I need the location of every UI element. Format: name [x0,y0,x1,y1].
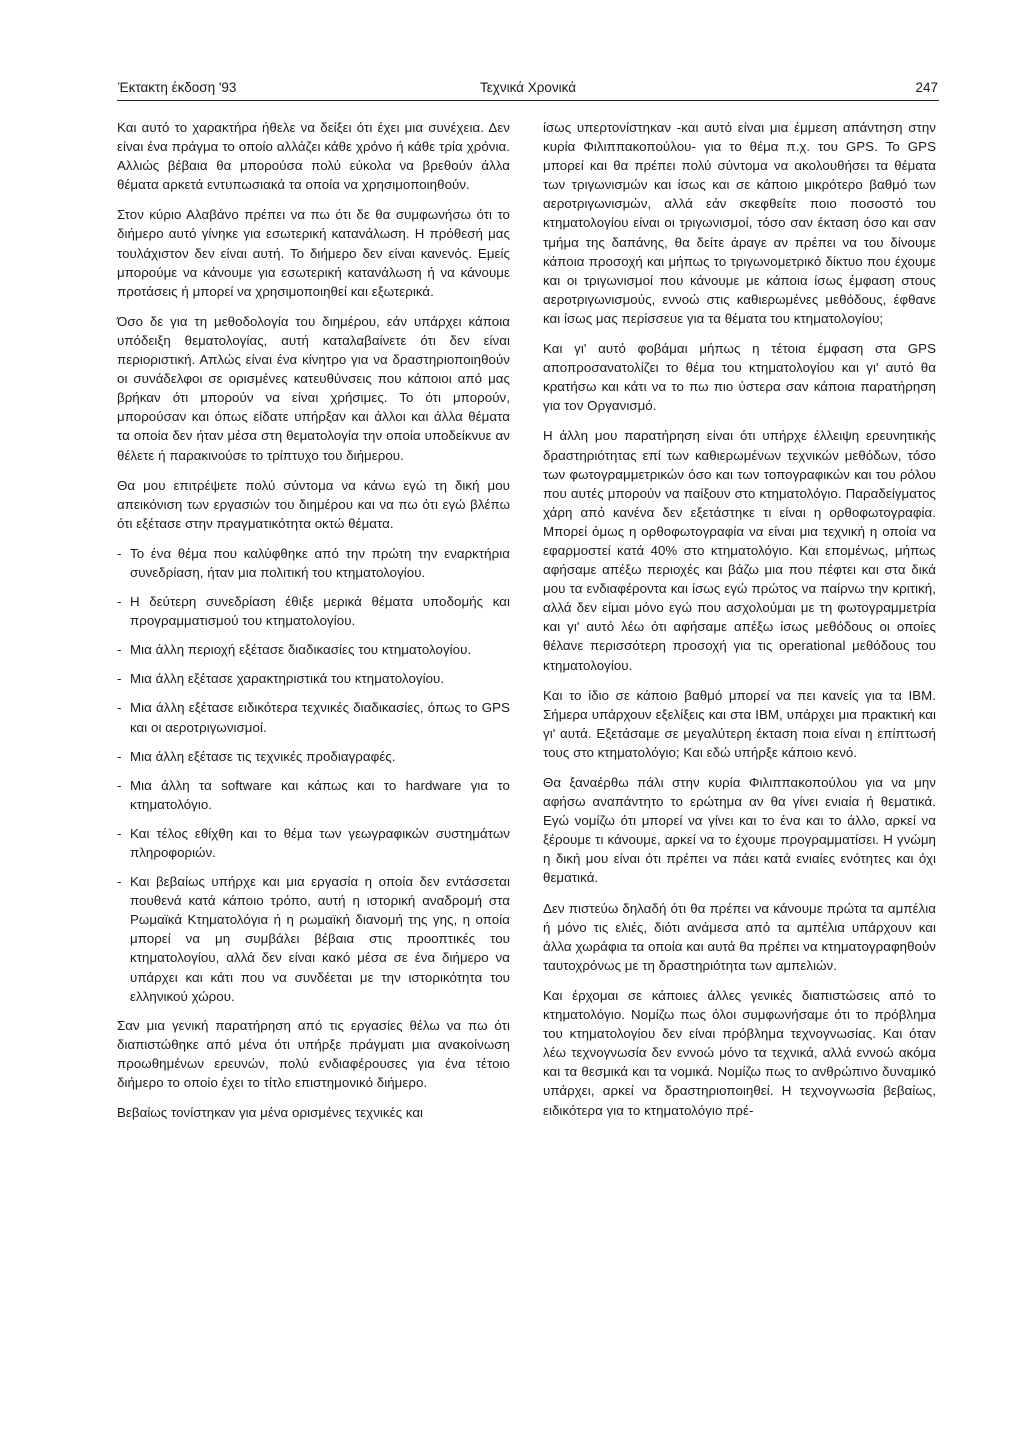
paragraph: Θα μου επιτρέψετε πολύ σύντομα να κάνω εγώ τη δική μου απεικόνιση των εργασιών του διημέρου και να πω ότι εγώ βλέπω ότι εξέτασε στην πραγματικότητα οκτώ θέματα. [117,477,510,531]
paragraph: Θα ξαναέρθω πάλι στην κυρία Φιλιππακοπούλου για να μην αφήσω αναπάντητο το ερώτημα αν θα γίνει ενιαία ή θεματικά. Εγώ νομίζω ότι μπορεί να γίνει και το ένα και το άλλο, αρκεί να ξέρουμε τι κάνουμε, αρκεί να το έχουμε προγραμματίσει. Η γνώμη η δική μου είναι ότι πρέπει να πάει κατά ενιαίες ενότητες και όχι θεματικά. [543,775,936,886]
list-item: - Μια άλλη εξέτασε ειδικότερα τεχνικές διαδικασίες, όπως το GPS και οι αεροτριγωνισμοί. [117,698,510,736]
header-rule [117,100,939,101]
list-item: - Μια άλλη τα software και κάπως και το hardware για το κτηματολόγιο. [117,776,510,814]
page-number: 247 [915,80,938,95]
paragraph: Και γι' αυτό φοβάμαι μήπως η τέτοια έμφαση στα GPS αποπροσανατολίζει το θέμα του κτηματολογίου και γι' αυτό θα κρατήσω και κάτι να το πω πιο ύστερα σαν κάποια παρατήρηση για τον Οργανισμό. [543,341,936,414]
paragraph: Η άλλη μου παρατήρηση είναι ότι υπήρχε έλλειψη ερευνητικής δραστηριότητας επί των καθιερωμένων τεχνικών μεθόδων, τόσο των φωτογραμμετρικών όσο και των τοπογραφικών και του ρόλου που αυτές μπορούν να παίξουν στο κτηματολόγιο. Παραδείγματος χάρη από κανένα δεν εξετάστηκε τι είναι η ορθοφωτογραφία. Μπορεί όμως η ορθοφωτογραφία να είναι μια τεχνική η οποία να εφαρμοστεί κατά 40% στο κτηματολόγιο. Και επομένως, μήπως αφήσαμε απέξω περιοχές και βάζω μια που πέφτει και στα δικά μου τα ενδιαφέροντα και ίσως εγώ πρώτος να παίρνω την κριτική, αλλά δεν είμαι μόνο εγώ που ασχολούμαι με τη φωτογραμμετρία και γι' αυτό λέω ότι αφήσαμε απέξω ίσως μεθόδους οι οποίες θέλανε περισσότερη προσοχή για τις operational μεθόδους του κτηματολογίου. [543,428,936,673]
paragraph: Και το ίδιο σε κάποιο βαθμό μπορεί να πει κανείς για τα IBM. Σήμερα υπάρχουν εξελίξεις και στα IBM, υπάρχει μια πρακτική και γι' αυτά. Εξετάσαμε σε μεγαλύτερη έκταση ποια είναι η επίπτωσή τους στο κτηματολόγιο; Και εδώ υπήρξε κάποιο κενό. [543,687,936,760]
paragraph: Όσο δε για τη μεθοδολογία του διημέρου, εάν υπάρχει κάποια υπόδειξη θεματολογίας, αυτή καταλαβαίνετε ότι δεν είναι περιοριστική. Απλώς είναι ένα κίνητρο για να δραστηριοποιηθούν οι συνάδελφοι σε ορισμένες κατευθύνσεις που κάποιοι από μας βρήκαν ότι μπορούν να είναι χρήσιμες. Το ότι μπορούν, μπορούσαν και όπως είδατε υπήρξαν και άλλοι και άλλα θέματα τα οποία δεν ήταν μέσα στη θεματολογία την οποία υποδείκνυε αν θέλετε ή παρακινούσε το τρίπτυχο του διήμερου. [117,313,510,463]
paragraph: Βεβαίως τονίστηκαν για μένα ορισμένες τεχνικές και [117,1105,424,1121]
right-column [543,118,936,1131]
list-item: - Και τέλος εθίχθη και το θέμα των γεωγραφικών συστημάτων πληροφοριών. [117,824,510,862]
list-item: - Και βεβαίως υπήρχε και μια εργασία η οποία δεν εντάσσεται πουθενά κατά κάποιο τρόπο, αυτή η ιστορική αναδρομή στα Ρωμαϊκά Κτηματολόγια ή η ρωμαϊκή διανομή της γης, η οποία μπορεί να μη συμβάλει βέβαια στις προοπτικές του κτηματολογίου, αλλά δεν είναι κακό μέσα σε ένα διήμερο να υπάρχει και κάτι που να συνδέεται με την ιστορικότητα του ελληνικού χώρου. [117,872,510,1006]
paragraph: Και έρχομαι σε κάποιες άλλες γενικές διαπιστώσεις από το κτηματολόγιο. Νομίζω πως όλοι συμφωνήσαμε ότι το πρόβλημα του κτηματολογίου δεν είναι πρόβλημα τεχνογνωσίας. Και όταν λέω τεχνογνωσία δεν εννοώ μόνο τα τεχνικά, αλλά εννοώ ακόμα και τα θεσμικά και τα νομικά. Νομίζω πως το ανθρώπινο δυναμικό υπάρχει, αρκεί να δραστηριοποιηθεί. Η τεχνογνωσία βεβαίως, ειδικότερα για το κτηματολόγιο πρέ- [543,987,936,1118]
paragraph: ίσως υπερτονίστηκαν -και αυτό είναι μια έμμεση απάντηση στην κυρία Φιλιππακοπούλου- για το θέμα π.χ. του GPS. Το GPS μπορεί και θα πρέπει πολύ σύντομα να ακολουθήσει τα θέματα των τριγωνισμών και ίσως και σε κάποιο μικρότερο βαθμό των αεροτριγωνισμών, αλλά εάν σκεφθείτε ποιο ποσοστό του κτηματολογίου είναι οι τριγωνισμοί, τόσο σαν έκταση όσο και σαν τμήμα της δαπάνης, θα δείτε άραγε αν πρέπει να του δίνουμε κάποια προσοχή και μήπως το τριγωνομετρικό δίκτυο που έχουμε και οι τριγωνισμοί που κάνουμε με κάποια ίσως έμφαση στους αεροτριγωνισμούς, εννοώ στις καθιερωμένες μεθόδους, έφθανε και ίσως μας περίσσευε για τα θέματα του κτηματολογίου; [543,120,936,326]
topics-list [117,544,510,1006]
paragraph: Δεν πιστεύω δηλαδή ότι θα πρέπει να κάνουμε πρώτα τα αμπέλια ή μόνο τις ελιές, διότι ανάμεσα από τα αμπέλια υπάρχουν και άλλα χωράφια τα οποία και αυτά θα πρέπει να κτηματογραφηθούν ταυτοχρόνως με τη δραστηριότητα των αμπελιών. [543,900,936,973]
paragraph: Και αυτό το χαρακτήρα ήθελε να δείξει ότι έχει μια συνέχεια. Δεν είναι ένα πράγμα το οποίο αλλάζει κάθε χρόνο ή κάθε τρία χρόνια. Αλλιώς βέβαια θα μπορούσα πολύ εύκολα να βρεθούν άλλα θέματα αρκετά εντυπωσιακά τα οποία να χρησιμοποιηθούν. [117,120,510,193]
journal-title: Τεχνικά Χρονικά [479,80,577,95]
left-column [117,118,510,1133]
list-item: - Μια άλλη εξέτασε τις τεχνικές προδιαγραφές. [117,747,510,766]
paragraph: Σαν μια γενική παρατήρηση από τις εργασίες θέλω να πω ότι διαπιστώθηκε από μένα ότι υπήρξε πράγματι μια ανακοίνωση προωθημένων ερευνών, πολύ ενδιαφέρουσες για ένα τέτοιο διήμερο το οποίο έχει το τίτλο επιστημονικό διήμερο. [117,1017,510,1091]
paragraph: Στον κύριο Αλαβάνο πρέπει να πω ότι δε θα συμφωνήσω ότι το διήμερο αυτό γίνηκε για εσωτερική κατανάλωση. Η πρόθεσή μας τουλάχιστον δεν είναι αυτή. Το διήμερο δεν είναι κανενός. Εμείς μπορούμε να κάνουμε για εσωτερική κατανάλωση ή να κάνουμε προτάσεις ή μπορεί να χρησιμοποιηθεί και εξωτερικά. [117,207,510,299]
edition-label: Έκτακτη έκδοση '93 [118,80,237,95]
list-item: - Μια άλλη περιοχή εξέτασε διαδικασίες του κτηματολογίου. [117,640,510,659]
list-item: - Μια άλλη εξέτασε χαρακτηριστικά του κτηματολογίου. [117,669,510,688]
list-item: - Το ένα θέμα που καλύφθηκε από την πρώτη την εναρκτήρια συνεδρίαση, ήταν μια πολιτική του κτηματολογίου. [117,544,510,582]
list-item: - Η δεύτερη συνεδρίαση έθιξε μερικά θέματα υποδομής και προγραμματισμού του κτηματολογίου. [117,592,510,630]
